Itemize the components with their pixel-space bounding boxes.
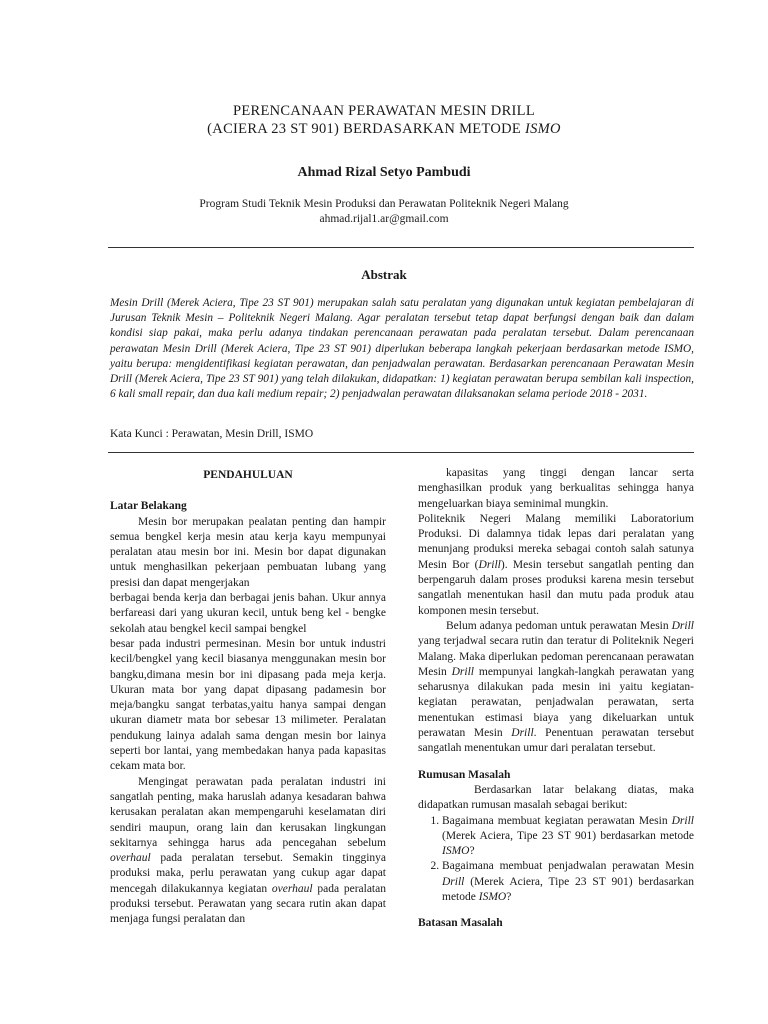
italic-term: Drill xyxy=(442,875,465,888)
affiliation: Program Studi Teknik Mesin Produksi dan Perawatan Politeknik Negeri Malang xyxy=(199,198,569,210)
paragraph: Berdasarkan latar belakang diatas, maka didapatkan rumusan masalah sebagai berikut: xyxy=(418,783,694,812)
italic-term: Drill xyxy=(478,558,501,571)
paragraph: Mesin bor merupakan pealatan penting dan hampir semua bengkel kerja mesin atau kerja kayu mempunyai peralatan atau mesin bor ini. Mesin bor dapat digunakan untuk menghasilkan pekerjaan pembuatan lubang yang presisi dan dapat mengerjakan xyxy=(110,515,386,589)
italic-term: Drill xyxy=(671,619,694,632)
keywords: Kata Kunci : Perawatan, Mesin Drill, ISMO xyxy=(110,428,314,440)
text: pada peralatan tersebut. Semakin tingginya produksi maka, perlu perawatan yang cukup agar dapat mencegah dilakukannya kegiatan xyxy=(110,852,386,895)
text: yang terjadwal secara rutin dan teratur di Politeknik Negeri Malang. Maka diperlukan pedoman perencanaan perawatan Mesin xyxy=(418,635,694,678)
subheading-batasan-masalah: Batasan Masalah xyxy=(418,917,503,930)
paragraph: berbagai benda kerja dan berbagai jenis bahan. Ukur annya berfareasi dari yang ukuran kecil, untuk beng kel - bengke sekolah atau bengkel kecil sampai bengkel xyxy=(110,592,386,635)
left-column xyxy=(110,466,386,928)
abstract-heading: Abstrak xyxy=(361,267,407,282)
italic-term: overhaul xyxy=(110,852,151,865)
paper-title-line1: PERENCANAAN PERAWATAN MESIN DRILL xyxy=(232,103,535,119)
text: Belum adanya pedoman untuk perawatan Mesin xyxy=(446,619,672,632)
text: (Merek Aciera, Tipe 23 ST 901) berdasarkan metode xyxy=(442,875,694,904)
text: Mengingat perawatan pada peralatan industri ini sangatlah penting, maka haruslah adanya kesadaran bahwa kerusakan peralatan akan mempengaruhi keselamatan diri sendiri maupun, orang lain dan kerusakan lingkungan sekitarnya sehingga harus ada pencegahan sebelum xyxy=(110,775,386,849)
section-heading-pendahuluan: PENDAHULUAN xyxy=(203,469,293,481)
text: Bagaimana membuat penjadwalan perawatan Mesin xyxy=(442,860,694,873)
problem-list xyxy=(418,814,694,906)
text: ). Mesin tersebut sangatlah penting dan berpengaruh dalam proses produksi karena mesin tersebut sangatlah menentukan hasil dan mutu pada produk atau komponen mesin tersebut. xyxy=(418,558,694,617)
paragraph xyxy=(418,619,694,757)
text: Bagaimana membuat kegiatan perawatan Mesin xyxy=(442,814,672,827)
author-name: Ahmad Rizal Setyo Pambudi xyxy=(297,165,471,180)
paragraph: besar pada industri permesinan. Mesin bor untuk industri kecil/bengkel yang kecil biasanya menggunakan mesin bor bangku,dimana mesin bor ini dipasang pada meja kerja. Ukuran mata bor yang dapat dipasang padamesin bor meja/bangku sangat terbatas,yaitu hanya sampai dengan ukuran diametr mata bor sebesar 13 milimeter. Peralatan pendukung lainya adalah sama dengan mesin bor lainya seperti bor lantai, yang membedakan hanya pada kapasitas cekam mata bor. xyxy=(110,637,386,773)
text: mempunyai langkah-langkah perawatan yang seharusnya dilakukan pada mesin ini yaitu kegiatan-kegiatan perawatan, penjadwalan perawatan, serta menentukan estimasi biaya yang dikeluarkan untuk perawatan Mesin xyxy=(418,665,695,740)
list-item xyxy=(442,859,694,905)
abstract-text: Mesin Drill (Merek Aciera, Tipe 23 ST 901) merupakan salah satu peralatan yang digunakan untuk kegiatan pembelajaran di Jurusan Teknik Mesin – Politeknik Negeri Malang. Agar peralatan tersebut tetap dapat berfungsi dengan baik dan dalam kondisi siap pakai, maka perlu adanya tindakan perencanaan perawatan pada peralatan tersebut. Dalam perencanaan perawatan Mesin Drill (Merek Aciera, Tipe 23 ST 901) diperlukan beberapa langkah pekerjaan berdasarkan metode ISMO, yaitu berupa: mengidentifikasi kegiatan perawatan, dan penjadwalan perawatan. Berdasarkan perencanaan Perawatan Mesin Drill (Merek Aciera, Tipe 23 ST 901) yang telah dilakukan, didapatkan: 1) kegiatan perawatan berupa sembilan kali inspection, 6 kali small repair, dan dua kali medium repair; 2) penjadwalan perawatan dilaksanakan selama periode 2018 - 2031. xyxy=(110,297,694,401)
text: pada peralatan produksi tersebut. Perawatan yang secara rutin akan dapat menjaga fungsi peralatan dan xyxy=(110,882,386,926)
list-item xyxy=(442,814,694,860)
italic-term: Drill xyxy=(451,665,474,678)
paper-title-line2 xyxy=(0,121,768,138)
text: ? xyxy=(469,845,475,858)
paragraph xyxy=(110,775,386,928)
subheading-rumusan-masalah: Rumusan Masalah xyxy=(418,768,511,781)
text: ? xyxy=(506,891,512,904)
right-column xyxy=(418,466,694,932)
italic-term: ISMO xyxy=(478,891,507,904)
text: (Merek Aciera, Tipe 23 ST 901) berdasarkan metode xyxy=(442,829,694,842)
top-divider xyxy=(108,247,694,248)
email: ahmad.rijal1.ar@gmail.com xyxy=(319,213,449,225)
title-italic: ISMO xyxy=(524,121,561,137)
italic-term: ISMO xyxy=(442,845,470,858)
text: Politeknik Negeri Malang memiliki Laboratorium Produksi. Di dalamnya tidak lepas dari peralatan yang menunjang produksi mereka sebagai contoh salah satunya Mesin Bor ( xyxy=(418,512,694,571)
italic-term: Drill xyxy=(511,727,534,740)
subheading-latar-belakang: Latar Belakang xyxy=(110,500,187,513)
title-text: (ACIERA 23 ST 901) BERDASARKAN METODE xyxy=(207,121,525,137)
paragraph: kapasitas yang tinggi dengan lancar serta menghasilkan produk yang berkualitas sehingga hanya mengeluarkan biaya seminimal mungkin. xyxy=(418,467,694,510)
affiliation-block xyxy=(0,197,768,227)
paragraph xyxy=(418,512,694,619)
italic-term: Drill xyxy=(671,814,694,827)
italic-term: overhaul xyxy=(271,882,313,895)
bottom-divider xyxy=(108,452,694,453)
text: . Penentuan perawatan tersebut sangatlah menentukan umur dari peralatan tersebut. xyxy=(418,727,694,755)
